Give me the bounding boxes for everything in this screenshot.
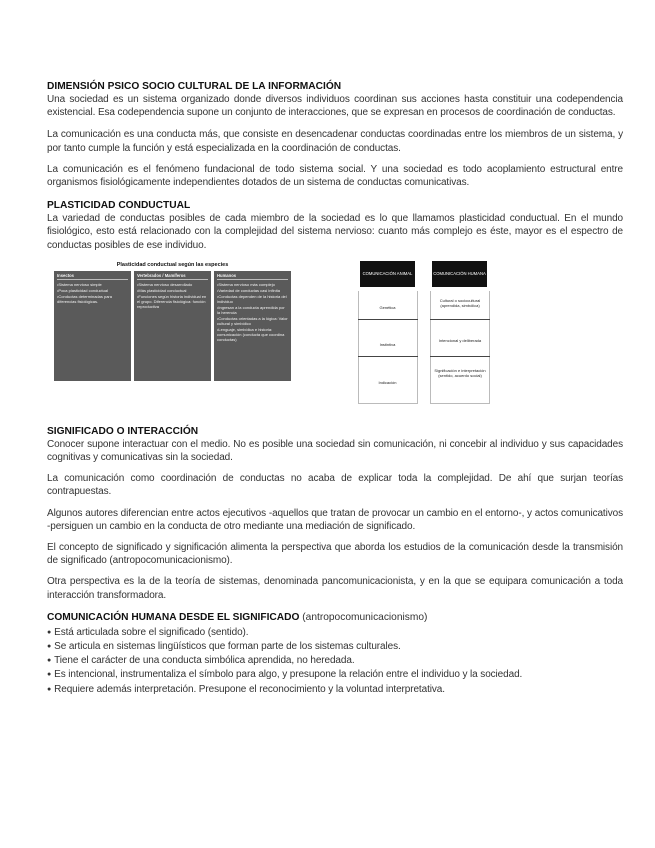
communication-comparison-diagram xyxy=(360,261,495,403)
paragraph: La comunicación es una conducta más, que consiste en desencadenar conductas coordinadas entre los miembros de un sistema, y por tanto cumple la función y está especializada en la coordinación de conductas. xyxy=(47,129,623,154)
section-heading: DIMENSIÓN PSICO SOCIO CULTURAL DE LA INFORMACIÓN xyxy=(47,81,342,92)
diagram-column-insectos xyxy=(54,271,131,381)
column-item: •Ingresan a la conducta aprendida por la herencia xyxy=(217,304,285,315)
cell-animal: Genética xyxy=(379,304,396,310)
column-item: •Sistema nervioso simple xyxy=(57,281,102,287)
paragraph: Conocer supone interactuar con el medio. No es posible una sociedad sin comunicación, ni concebir al individuo y sus capacidades cognitivas y comunicativas sin la sociedad. xyxy=(47,438,623,464)
list-item: ● Tiene el carácter de una conducta simbólica aprendida, no heredada. xyxy=(47,654,623,668)
cell-animal: Instintiva xyxy=(379,341,396,347)
column-item: •Funciones según historia individual en el grupo. Diferencia fisiológica: función reproductiva xyxy=(137,293,207,309)
section-psico-socio-cultural xyxy=(47,80,623,189)
column-item: •Sistema nervioso más complejo xyxy=(217,281,275,287)
column-item: •Conductas orientadas a la lógica: Valor cultural y simbólico xyxy=(217,315,288,326)
paragraph: La comunicación como coordinación de conductas no acaba de explicar toda la complejidad. De ahí que surjan teorías contrapuestas. xyxy=(47,473,623,498)
bullet-list xyxy=(47,626,623,697)
diagram-title: Plasticidad conductual según las especies xyxy=(116,261,229,268)
diagram-column-vertebrados xyxy=(134,271,211,381)
column-item: •Conductas dependen de la historia del individuo xyxy=(217,293,287,304)
paragraph: La comunicación es el fenómeno fundacional de todo sistema social. Y una sociedad es todo acoplamiento estructural entre organismos fisiológicamente independientes dotados de un sistema de conductas comunicativas. xyxy=(47,163,623,189)
column-item: •Más plasticidad conductual xyxy=(137,287,187,293)
section-plasticidad xyxy=(47,199,623,252)
cell-humana: Significación e interpretación (sentido, acuerdo social) xyxy=(434,367,486,378)
paragraph: Otra perspectiva es la de la teoría de sistemas, denominada pancomunicacionista, y en la que se equipara comunicación a toda interacción transformadora. xyxy=(47,576,623,601)
diagram-column-humanos xyxy=(214,271,291,381)
separator xyxy=(358,319,418,320)
column-item: •Conductas determinadas para diferencias fisiológicas. xyxy=(57,293,112,304)
paragraph: El concepto de significado y significación alimenta la perspectiva que aborda los estudios de la comunicación desde la transmisión de significado (antropocomunicacionismo). xyxy=(47,542,623,567)
paragraph: Algunos autores diferencian entre actos ejecutivos -aquellos que tratan de provocar un cambio en el entorno-, y actos comunicativos -persiguen un cambio en la conducta de otro mediante una mediación de significado. xyxy=(47,507,623,532)
section-comunicacion-humana xyxy=(47,611,623,697)
list-item: ● Es intencional, instrumentaliza el símbolo para algo, y presupone la relación entre el individuo y la sociedad. xyxy=(47,668,623,682)
document-page xyxy=(47,80,623,697)
list-item: ● Se articula en sistemas lingüísticos que forman parte de los sistemas culturales. xyxy=(47,640,623,654)
section-significado xyxy=(47,425,623,602)
column-header: Humanos xyxy=(217,273,288,280)
column-item: •Variedad de conductas casi infinita xyxy=(217,287,280,293)
column-item: •Poca plasticidad conductual xyxy=(57,287,108,293)
heading-text: COMUNICACIÓN HUMANA DESDE EL SIGNIFICADO xyxy=(47,611,300,623)
cell-animal: Indicación xyxy=(378,379,397,385)
heading-suffix: (antropocomunicacionismo) xyxy=(302,611,428,623)
separator xyxy=(430,319,490,320)
separator xyxy=(430,356,490,357)
list-item: ● Requiere además interpretación. Presupone el reconocimiento y la voluntad interpretativa. xyxy=(47,683,623,697)
section-heading: PLASTICIDAD CONDUCTUAL xyxy=(47,200,191,212)
header-animal: COMUNICACIÓN ANIMAL xyxy=(360,261,415,287)
section-heading: SIGNIFICADO O INTERACCIÓN xyxy=(47,425,199,437)
separator xyxy=(358,356,418,357)
cell-humana: Intencional y deliberada xyxy=(438,337,482,343)
figures-row xyxy=(47,261,623,411)
cell-humana: Cultural o sociocultural (aprendida, simbólica) xyxy=(439,297,481,308)
column-item: •Lenguaje, simbólica e historia: comunicación (conducta que coordina conductas) xyxy=(217,326,285,342)
list-item: ● Está articulada sobre el significado (sentido). xyxy=(47,626,623,640)
column-header: Insectos xyxy=(57,273,128,280)
plasticity-diagram xyxy=(54,261,291,381)
column-item: •Sistema nervioso desarrollado xyxy=(137,281,193,287)
paragraph: Una sociedad es un sistema organizado donde diversos individuos coordinan sus acciones hasta constituir una codependencia existencial. Esa codependencia supone un conjunto de interacciones, que se expresan en procesos de coordinación de conductas. xyxy=(47,94,623,119)
paragraph: La variedad de conductas posibles de cada miembro de la sociedad es lo que llamamos plasticidad conductual. En el mundo fisiológico, esto está relacionado con la complejidad del sistema nervioso: cuanto más complejo es éste, mayor es el espectro de conductas posibles de ese individuo. xyxy=(47,213,623,251)
section-heading xyxy=(47,611,623,624)
header-humana: COMUNICACIÓN HUMANA xyxy=(432,261,487,287)
column-header: Vertebrados / Mamíferos xyxy=(137,273,208,280)
